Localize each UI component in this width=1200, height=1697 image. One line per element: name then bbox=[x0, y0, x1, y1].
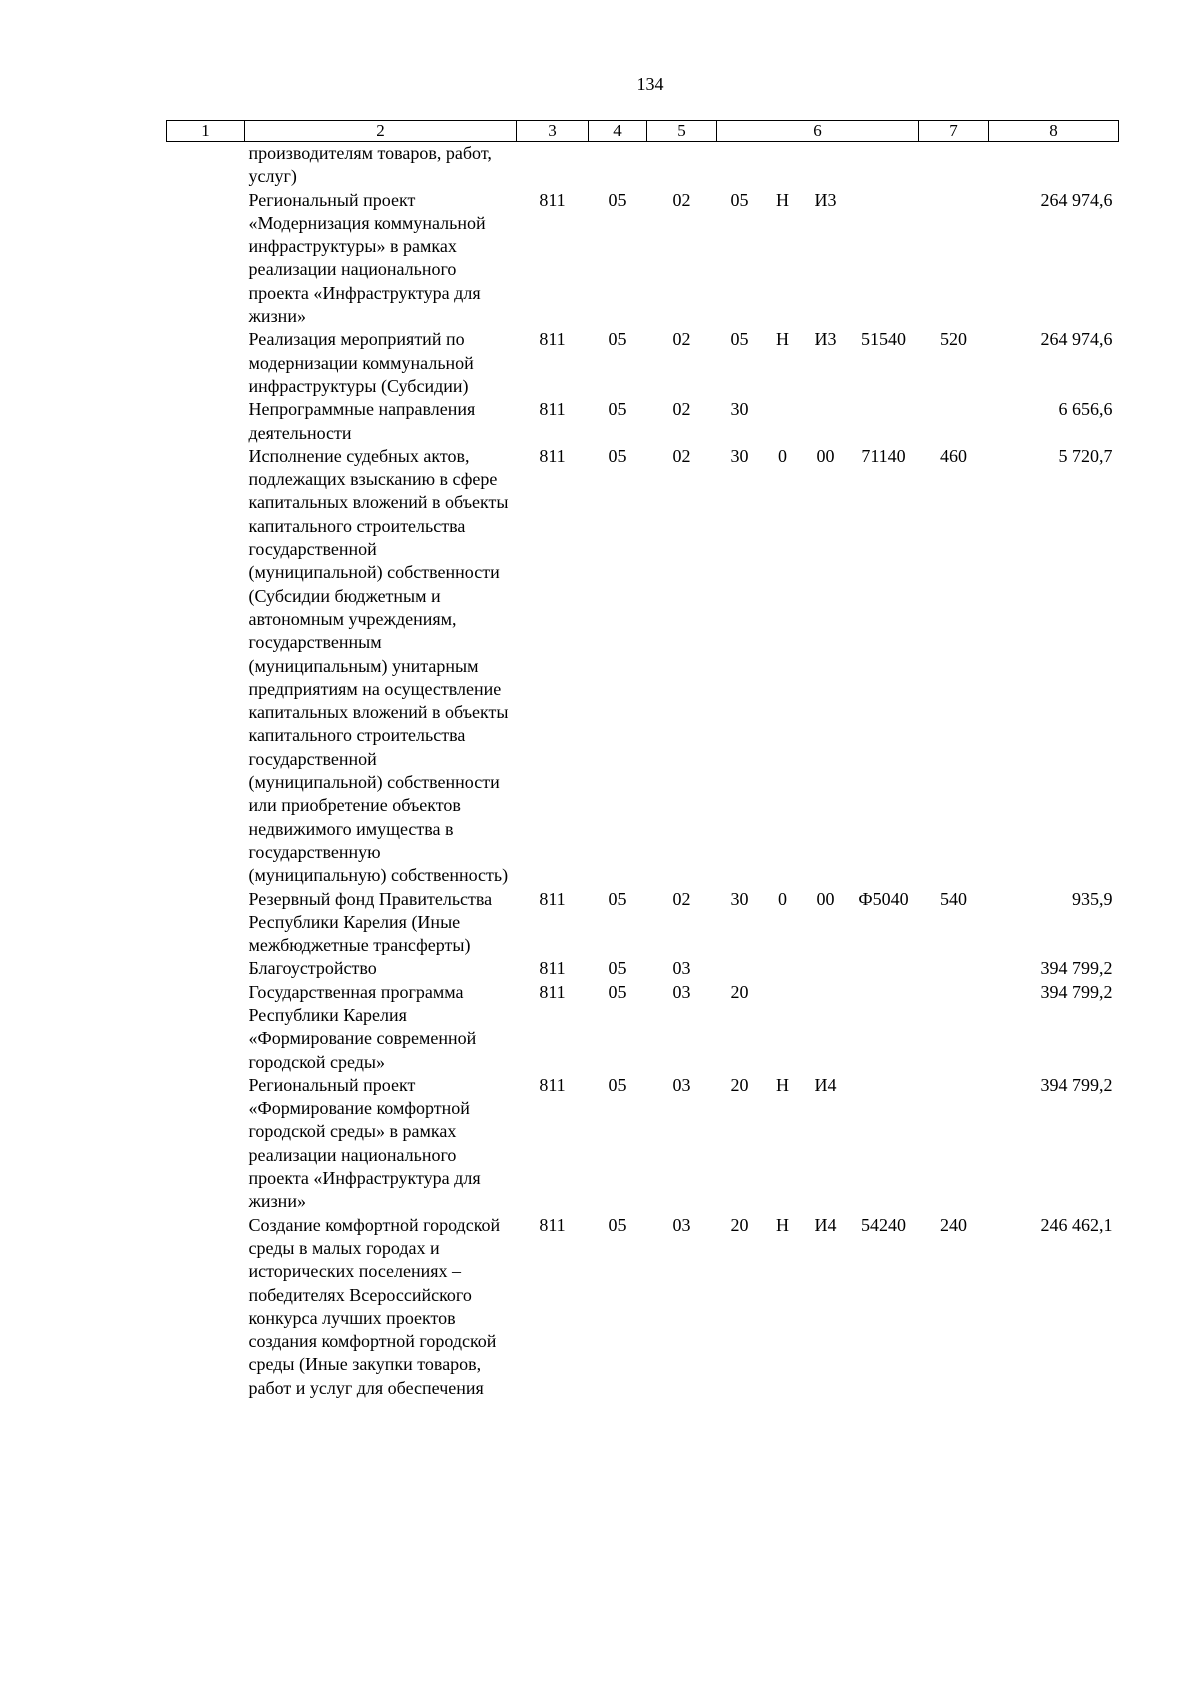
cell-subsection: 03 bbox=[672, 958, 691, 979]
cell-section: 05 bbox=[608, 888, 627, 909]
cell-type: 0 bbox=[778, 888, 787, 909]
cell-subsection: 02 bbox=[672, 399, 691, 420]
row-name: производителям товаров, работ, услуг) bbox=[248, 143, 492, 187]
cell-amount: 5 720,7 bbox=[1058, 445, 1113, 466]
cell-type: Н bbox=[776, 1074, 789, 1095]
cell-subsection: 02 bbox=[672, 445, 691, 466]
cell-program: 30 bbox=[730, 445, 749, 466]
column-header: 2 bbox=[245, 121, 517, 142]
cell-project: И3 bbox=[814, 189, 837, 210]
row-name: Создание комфортной городской среды в малых городах и исторических поселениях – победителях Всероссийского конкурса лучших проектов создания комфортной городской среды (Иные закупки товаров, работ и услуг для обеспечения bbox=[248, 1214, 501, 1398]
cell-section bbox=[589, 142, 647, 189]
row-name: Благоустройство bbox=[248, 958, 377, 979]
cell-project bbox=[803, 398, 849, 445]
cell-amount: 394 799,2 bbox=[1040, 958, 1113, 979]
cell-section: 05 bbox=[608, 445, 627, 466]
row-name: Региональный проект «Модернизация коммунальной инфраструктуры» в рамках реализации национального проекта «Инфраструктура для жизни» bbox=[248, 189, 486, 327]
cell-ministry: 811 bbox=[539, 981, 566, 1002]
cell-program bbox=[717, 957, 763, 980]
table-row bbox=[167, 142, 1119, 189]
column-header: 8 bbox=[989, 121, 1119, 142]
cell-type bbox=[763, 957, 803, 980]
cell-ministry: 811 bbox=[539, 189, 566, 210]
cell-amount: 394 799,2 bbox=[1040, 1074, 1113, 1095]
cell-project: 00 bbox=[816, 888, 835, 909]
cell-amount: 935,9 bbox=[1072, 888, 1113, 909]
cell-project: И4 bbox=[814, 1074, 837, 1095]
cell-expense-type bbox=[919, 957, 989, 980]
column-header: 4 bbox=[589, 121, 647, 142]
cell-subsection: 02 bbox=[672, 189, 691, 210]
cell-ministry: 811 bbox=[539, 445, 566, 466]
cell-direction: 71140 bbox=[861, 445, 906, 466]
cell-amount: 264 974,6 bbox=[1040, 189, 1113, 210]
cell-direction: 51540 bbox=[861, 329, 906, 350]
cell-amount: 246 462,1 bbox=[1040, 1214, 1113, 1235]
row-name: Региональный проект «Формирование комфортной городской среды» в рамках реализации национального проекта «Инфраструктура для жизни» bbox=[248, 1074, 481, 1212]
cell-expense-type bbox=[919, 1074, 989, 1214]
cell-direction bbox=[849, 398, 919, 445]
cell-direction bbox=[849, 142, 919, 189]
cell-project: И4 bbox=[814, 1214, 837, 1235]
cell-subsection bbox=[647, 142, 717, 189]
cell-direction: 54240 bbox=[861, 1214, 906, 1235]
cell-type: Н bbox=[776, 189, 789, 210]
table-row bbox=[167, 981, 1119, 1074]
cell-direction bbox=[849, 1074, 919, 1214]
cell-ministry bbox=[517, 142, 589, 189]
cell-subsection: 03 bbox=[672, 1074, 691, 1095]
cell-direction bbox=[849, 957, 919, 980]
cell-project bbox=[803, 142, 849, 189]
cell-project: 00 bbox=[816, 445, 835, 466]
column-header: 3 bbox=[517, 121, 589, 142]
table-row bbox=[167, 1074, 1119, 1214]
cell-section: 05 bbox=[608, 1214, 627, 1235]
cell-subsection: 03 bbox=[672, 1214, 691, 1235]
cell-expense-type: 240 bbox=[940, 1214, 967, 1235]
cell-ministry: 811 bbox=[539, 329, 566, 350]
cell-program: 30 bbox=[730, 399, 749, 420]
column-header: 5 bbox=[647, 121, 717, 142]
column-header: 6 bbox=[717, 121, 919, 142]
cell-type bbox=[763, 981, 803, 1074]
cell-section: 05 bbox=[608, 329, 627, 350]
cell-subsection: 03 bbox=[672, 981, 691, 1002]
table-row bbox=[167, 957, 1119, 980]
cell-expense-type bbox=[919, 398, 989, 445]
row-name: Государственная программа Республики Карелия «Формирование современной городской среды» bbox=[248, 981, 477, 1072]
cell-type: 0 bbox=[778, 445, 787, 466]
table-row bbox=[167, 445, 1119, 888]
page-number: 134 bbox=[636, 74, 664, 94]
cell-amount: 6 656,6 bbox=[1058, 399, 1113, 420]
cell-ministry: 811 bbox=[539, 399, 566, 420]
cell-type: Н bbox=[776, 329, 789, 350]
table-row bbox=[167, 1214, 1119, 1400]
table-row bbox=[167, 888, 1119, 958]
cell-section: 05 bbox=[608, 958, 627, 979]
cell-subsection: 02 bbox=[672, 329, 691, 350]
cell-type bbox=[763, 142, 803, 189]
cell-expense-type bbox=[919, 189, 989, 329]
cell-section: 05 bbox=[608, 1074, 627, 1095]
cell-type: Н bbox=[776, 1214, 789, 1235]
cell-expense-type: 540 bbox=[940, 888, 967, 909]
cell-amount: 264 974,6 bbox=[1040, 329, 1113, 350]
cell-section: 05 bbox=[608, 399, 627, 420]
cell-direction bbox=[849, 189, 919, 329]
row-name: Резервный фонд Правительства Республики Карелия (Иные межбюджетные трансферты) bbox=[248, 888, 493, 956]
cell-project bbox=[803, 957, 849, 980]
cell-program: 20 bbox=[730, 981, 749, 1002]
cell-direction: Ф5040 bbox=[858, 888, 909, 909]
column-header: 1 bbox=[167, 121, 245, 142]
cell-type bbox=[763, 398, 803, 445]
column-header: 7 bbox=[919, 121, 989, 142]
cell-expense-type bbox=[919, 981, 989, 1074]
cell-program: 20 bbox=[730, 1074, 749, 1095]
cell-amount: 394 799,2 bbox=[1040, 981, 1113, 1002]
row-name: Исполнение судебных актов, подлежащих взысканию в сфере капитальных вложений в объекты капитального строительства государственной (муниципальной) собственности (Субсидии бюджетным и автономным учреждениям, государственным (муниципальным) унитарным предприятиям на осуществление капитальных вложений в объекты капитального строительства государственной (муниципальной) собственности или приобретение объектов недвижимого имущества в государственную (муниципальную) собственность) bbox=[248, 445, 509, 886]
cell-expense-type: 460 bbox=[940, 445, 967, 466]
table-row bbox=[167, 189, 1119, 329]
row-name: Реализация мероприятий по модернизации коммунальной инфраструктуры (Субсидии) bbox=[248, 329, 474, 396]
cell-program bbox=[717, 142, 763, 189]
cell-section: 05 bbox=[608, 981, 627, 1002]
cell-amount bbox=[989, 142, 1119, 189]
cell-expense-type: 520 bbox=[940, 329, 967, 350]
cell-project: И3 bbox=[814, 329, 837, 350]
cell-ministry: 811 bbox=[539, 1074, 566, 1095]
row-name: Непрограммные направления деятельности bbox=[248, 399, 476, 443]
cell-program: 30 bbox=[730, 888, 749, 909]
cell-section: 05 bbox=[608, 189, 627, 210]
cell-direction bbox=[849, 981, 919, 1074]
cell-expense-type bbox=[919, 142, 989, 189]
cell-program: 05 bbox=[730, 189, 749, 210]
cell-subsection: 02 bbox=[672, 888, 691, 909]
table-row bbox=[167, 328, 1119, 398]
budget-table bbox=[166, 120, 1119, 1400]
cell-ministry: 811 bbox=[539, 1214, 566, 1235]
column-number-row bbox=[167, 121, 1119, 142]
table-row bbox=[167, 398, 1119, 445]
cell-program: 05 bbox=[730, 329, 749, 350]
cell-project bbox=[803, 981, 849, 1074]
cell-program: 20 bbox=[730, 1214, 749, 1235]
cell-ministry: 811 bbox=[539, 888, 566, 909]
cell-ministry: 811 bbox=[539, 958, 566, 979]
